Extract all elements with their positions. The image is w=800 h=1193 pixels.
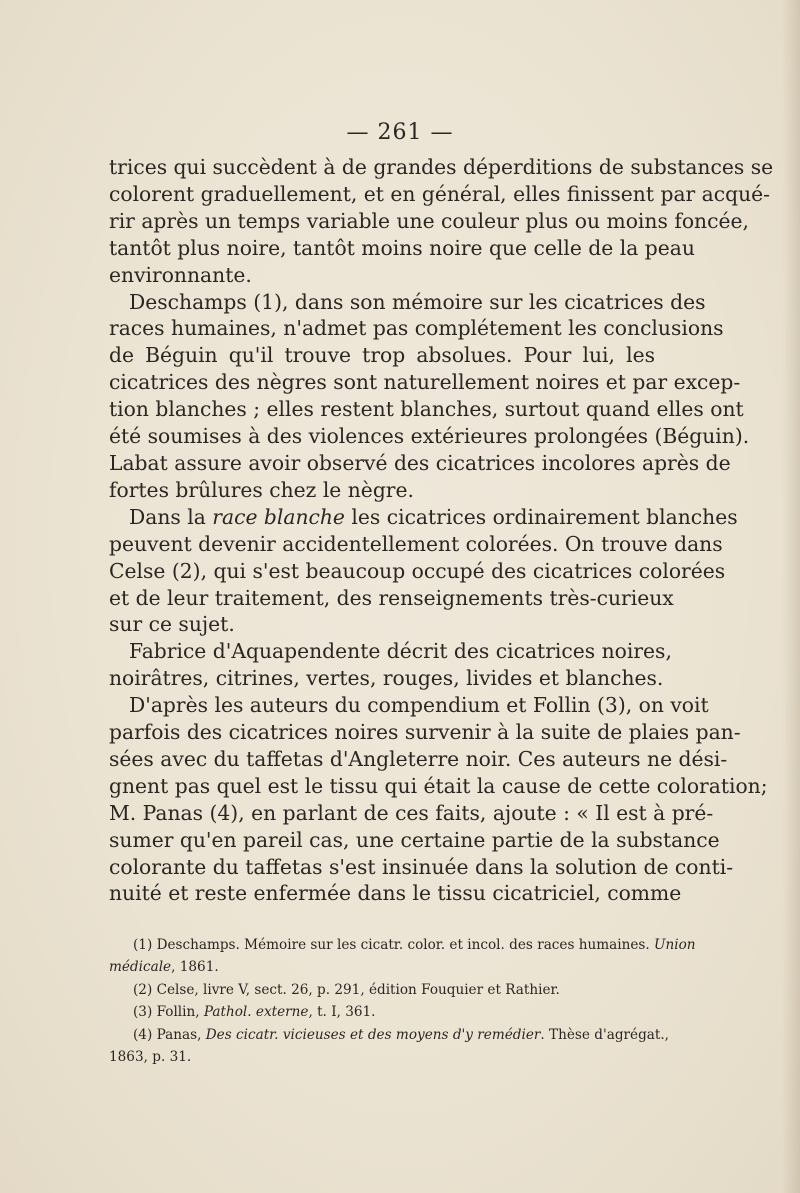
text-line: environnante.: [109, 262, 252, 287]
text-line: Celse (2), qui s'est beaucoup occupé des cicatrices colorées: [109, 558, 726, 583]
text-line: gnent pas quel est le tissu qui était la cause de cette coloration;: [109, 773, 768, 798]
text-line: peuvent devenir accidentellement colorées. On trouve dans: [109, 531, 723, 556]
text-line: Dans la race blanche les cicatrices ordinairement blanches: [129, 504, 738, 529]
text-line: sur ce sujet.: [109, 612, 235, 637]
text-line: de Béguin qu'il trouve trop absolues. Pour lui, les: [109, 343, 655, 368]
text-line: et de leur traitement, des renseignements très-curieux: [109, 585, 674, 610]
text-line: races humaines, n'admet pas complétement les conclusions: [109, 316, 724, 341]
text-line: sumer qu'en pareil cas, une certaine partie de la substance: [109, 827, 720, 852]
text-line: Deschamps (1), dans son mémoire sur les cicatrices des: [129, 289, 706, 314]
text-line: cicatrices des nègres sont naturellement noires et par excep-: [109, 370, 741, 395]
text-line: Fabrice d'Aquapendente décrit des cicatrices noires,: [129, 639, 672, 664]
text-line: tion blanches ; elles restent blanches, surtout quand elles ont: [109, 397, 744, 422]
page-number: — 261 —: [346, 120, 454, 145]
text-line: tantôt plus noire, tantôt moins noire que celle de la peau: [109, 235, 695, 260]
footnote-line: (2) Celse, livre V, sect. 26, p. 291, édition Fouquier et Rathier.: [133, 981, 560, 998]
footnote-line: (1) Deschamps. Mémoire sur les cicatr. color. et incol. des races humaines. Union: [133, 937, 696, 953]
text-line: Labat assure avoir observé des cicatrices incolores après de: [109, 450, 731, 475]
footnote-line: (3) Follin, Pathol. externe, t. I, 361.: [133, 1004, 376, 1021]
text-line: trices qui succèdent à de grandes déperditions de substances se: [109, 155, 774, 179]
body-text: [109, 154, 774, 907]
text-line: noirâtres, citrines, vertes, rouges, livides et blanches.: [109, 666, 664, 691]
footnote-line: 1863, p. 31.: [109, 1049, 192, 1066]
footnote-line: (4) Panas, Des cicatr. vicieuses et des moyens d'y remédier. Thèse d'agrégat.,: [133, 1026, 669, 1043]
text-line: D'après les auteurs du compendium et Follin (3), on voit: [129, 693, 709, 718]
text-line: été soumises à des violences extérieures prolongées (Béguin).: [109, 424, 750, 449]
text-line: sées avec du taffetas d'Angleterre noir. Ces auteurs ne dési-: [109, 746, 728, 771]
page-edge-shadow: [782, 0, 800, 1193]
text-line: colorent graduellement, et en général, elles finissent par acqué-: [109, 181, 771, 206]
text-line: parfois des cicatrices noires survenir à la suite de plaies pan-: [109, 720, 741, 745]
text-line: M. Panas (4), en parlant de ces faits, ajoute : « Il est à pré-: [109, 800, 714, 825]
text-line: colorante du taffetas s'est insinuée dans la solution de conti-: [109, 854, 734, 879]
text-line: rir après un temps variable une couleur plus ou moins foncée,: [109, 208, 749, 233]
text-line: nuité et reste enfermée dans le tissu cicatriciel, comme: [109, 881, 682, 906]
footnotes: [109, 934, 696, 1068]
text-line: fortes brûlures chez le nègre.: [109, 477, 414, 502]
footnote-line: médicale, 1861.: [109, 959, 219, 976]
